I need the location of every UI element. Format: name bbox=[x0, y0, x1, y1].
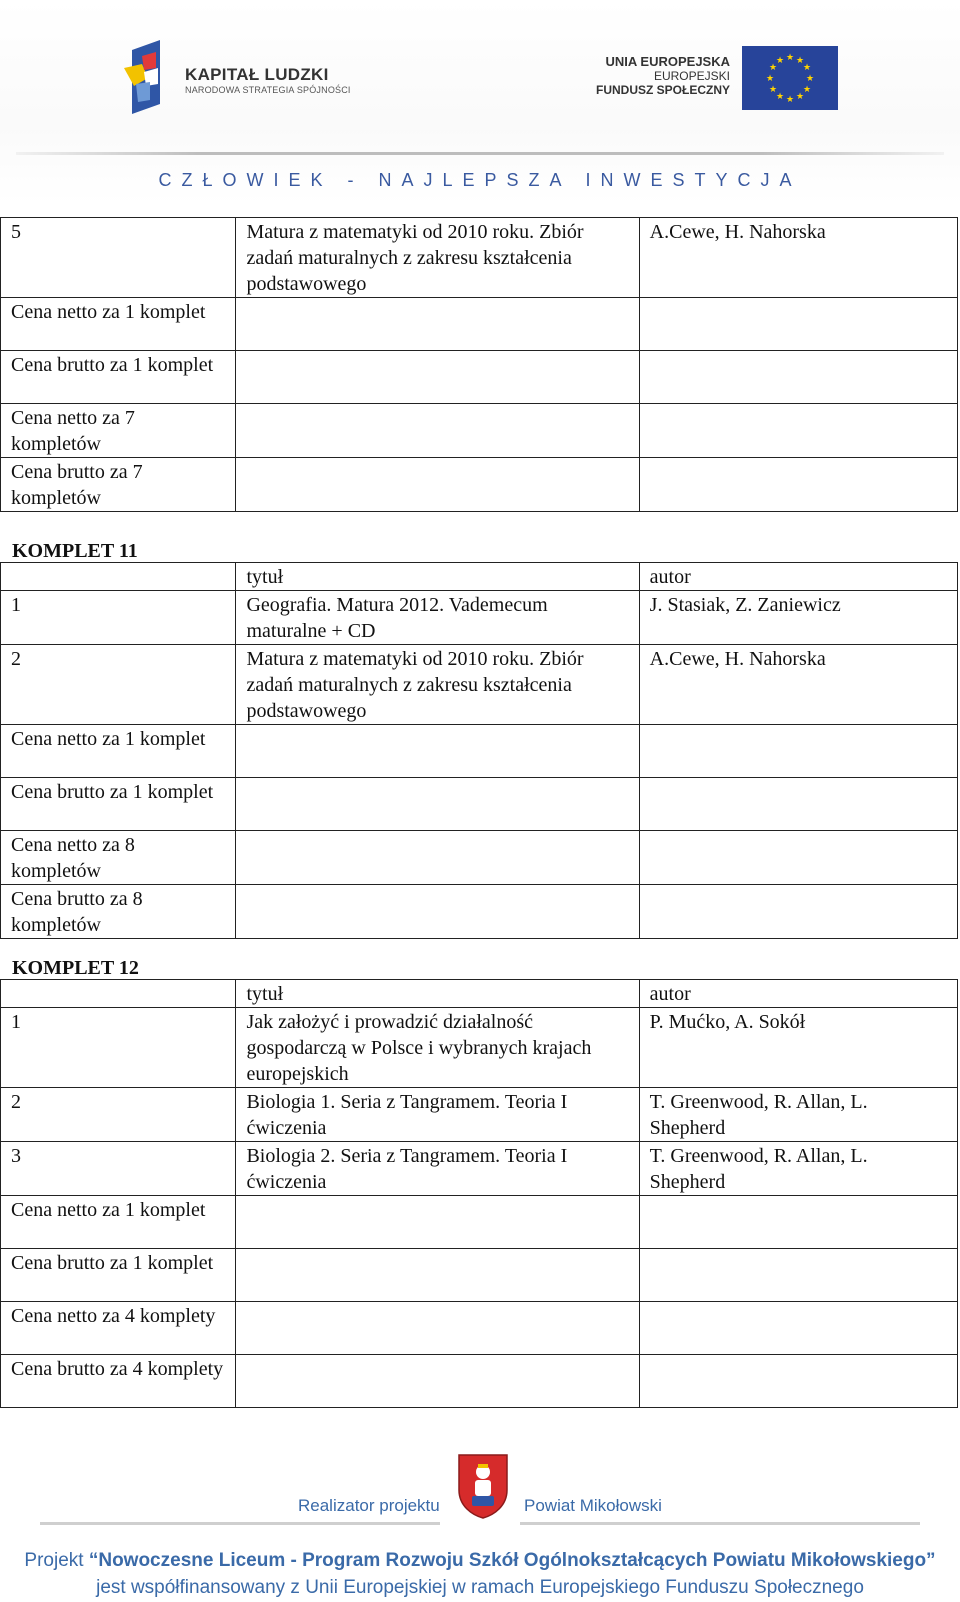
table-row bbox=[1, 885, 958, 939]
powiat-crest-icon bbox=[456, 1452, 510, 1520]
eu-text bbox=[586, 54, 730, 97]
footer-divider-left bbox=[40, 1522, 440, 1525]
price-label: Cena brutto za 7 kompletów bbox=[1, 458, 236, 512]
eu-flag-icon bbox=[742, 46, 838, 110]
price-cell[interactable] bbox=[639, 885, 957, 939]
svg-text:★: ★ bbox=[805, 74, 815, 84]
price-label: Cena brutto za 1 komplet bbox=[1, 778, 236, 831]
price-cell[interactable] bbox=[236, 298, 639, 351]
item-number: 2 bbox=[1, 645, 236, 725]
item-title: Matura z matematyki od 2010 roku. Zbiór zadań maturalnych z zakresu kształcenia podstawowego bbox=[236, 218, 639, 298]
table-row bbox=[1, 1196, 958, 1249]
table-row bbox=[1, 591, 958, 645]
item-number: 1 bbox=[1, 1008, 236, 1088]
item-number: 5 bbox=[1, 218, 236, 298]
item-author: T. Greenwood, R. Allan, L. Shepherd bbox=[639, 1088, 957, 1142]
price-label: Cena brutto za 1 komplet bbox=[1, 1249, 236, 1302]
price-cell[interactable] bbox=[236, 778, 639, 831]
price-cell[interactable] bbox=[236, 1355, 639, 1408]
header-author: autor bbox=[639, 563, 957, 591]
price-cell[interactable] bbox=[236, 1196, 639, 1249]
powiat-label: Powiat Mikołowski bbox=[524, 1496, 662, 1515]
eu-union-label: UNIA EUROPEJSKA bbox=[605, 54, 730, 69]
price-cell[interactable] bbox=[639, 1196, 957, 1249]
page-footer bbox=[0, 1440, 960, 1602]
price-cell[interactable] bbox=[639, 458, 957, 512]
header-divider bbox=[16, 152, 944, 155]
item-title: Biologia 1. Seria z Tangramem. Teoria I ćwiczenia bbox=[236, 1088, 639, 1142]
table-row bbox=[1, 1008, 958, 1088]
header-slogan: CZŁOWIEK - NAJLEPSZA INWESTYCJA bbox=[158, 170, 802, 190]
project-name: “Nowoczesne Liceum - Program Rozwoju Szkół Ogólnokształcących Powiatu Mikołowskiego” bbox=[88, 1550, 936, 1571]
item-title: Biologia 2. Seria z Tangramem. Teoria I ćwiczenia bbox=[236, 1142, 639, 1196]
table-row bbox=[1, 1142, 958, 1196]
realizator-label: Realizator projektu bbox=[298, 1496, 440, 1515]
project-line bbox=[0, 1550, 960, 1572]
table-row bbox=[1, 831, 958, 885]
price-label: Cena brutto za 4 komplety bbox=[1, 1355, 236, 1408]
footer-divider-right bbox=[520, 1522, 920, 1525]
price-label: Cena netto za 1 komplet bbox=[1, 298, 236, 351]
svg-text:★: ★ bbox=[795, 56, 805, 66]
komplet-12-heading: KOMPLET 12 bbox=[12, 957, 139, 979]
table-row bbox=[1, 458, 958, 512]
price-label: Cena netto za 4 komplety bbox=[1, 1302, 236, 1355]
item-number: 1 bbox=[1, 591, 236, 645]
price-cell[interactable] bbox=[639, 1249, 957, 1302]
svg-text:★: ★ bbox=[802, 85, 812, 95]
table-header-row bbox=[1, 980, 958, 1008]
svg-text:★: ★ bbox=[775, 92, 785, 102]
table-row bbox=[1, 645, 958, 725]
price-label: Cena netto za 1 komplet bbox=[1, 725, 236, 778]
header-number bbox=[1, 980, 236, 1008]
price-label: Cena netto za 8 kompletów bbox=[1, 831, 236, 885]
svg-text:★: ★ bbox=[765, 74, 775, 84]
komplet-12-table bbox=[0, 979, 958, 1408]
price-cell[interactable] bbox=[236, 458, 639, 512]
table-row bbox=[1, 218, 958, 298]
eu-fund-label-2: FUNDUSZ SPOŁECZNY bbox=[595, 83, 730, 97]
svg-text:★: ★ bbox=[768, 63, 778, 73]
kapital-ludzki-logo bbox=[120, 38, 180, 116]
item-title: Geografia. Matura 2012. Vademecum maturalne + CD bbox=[236, 591, 639, 645]
price-cell[interactable] bbox=[236, 1249, 639, 1302]
price-cell[interactable] bbox=[639, 725, 957, 778]
table-row bbox=[1, 1088, 958, 1142]
price-cell[interactable] bbox=[639, 351, 957, 404]
komplet-11-table bbox=[0, 562, 958, 939]
eu-fund-label-1: EUROPEJSKI bbox=[653, 69, 730, 83]
price-cell[interactable] bbox=[236, 351, 639, 404]
price-cell[interactable] bbox=[236, 831, 639, 885]
svg-text:★: ★ bbox=[775, 56, 785, 66]
header-title: tytuł bbox=[236, 980, 639, 1008]
table-row bbox=[1, 1249, 958, 1302]
price-cell[interactable] bbox=[236, 885, 639, 939]
item-number: 2 bbox=[1, 1088, 236, 1142]
komplet-10-table bbox=[0, 217, 958, 512]
table-row bbox=[1, 404, 958, 458]
funding-line: jest współfinansowany z Unii Europejskiej w ramach Europejskiego Funduszu Społecznego bbox=[96, 1577, 864, 1598]
header-author: autor bbox=[639, 980, 957, 1008]
komplet-11-heading: KOMPLET 11 bbox=[12, 540, 138, 562]
table-header-row bbox=[1, 563, 958, 591]
item-author: A.Cewe, H. Nahorska bbox=[639, 218, 957, 298]
svg-text:★: ★ bbox=[802, 63, 812, 73]
table-row bbox=[1, 1355, 958, 1408]
price-cell[interactable] bbox=[236, 725, 639, 778]
table-row bbox=[1, 351, 958, 404]
price-cell[interactable] bbox=[639, 778, 957, 831]
item-author: T. Greenwood, R. Allan, L. Shepherd bbox=[639, 1142, 957, 1196]
item-title: Matura z matematyki od 2010 roku. Zbiór zadań maturalnych z zakresu kształcenia podstawowego bbox=[236, 645, 639, 725]
item-title: Jak założyć i prowadzić działalność gospodarczą w Polsce i wybranych krajach europejskich bbox=[236, 1008, 639, 1088]
price-label: Cena brutto za 8 kompletów bbox=[1, 885, 236, 939]
item-author: P. Mućko, A. Sokół bbox=[639, 1008, 957, 1088]
header-title: tytuł bbox=[236, 563, 639, 591]
item-author: J. Stasiak, Z. Zaniewicz bbox=[639, 591, 957, 645]
item-author: A.Cewe, H. Nahorska bbox=[639, 645, 957, 725]
table-row bbox=[1, 725, 958, 778]
price-label: Cena brutto za 1 komplet bbox=[1, 351, 236, 404]
price-cell[interactable] bbox=[639, 298, 957, 351]
price-cell[interactable] bbox=[639, 1302, 957, 1355]
price-cell[interactable] bbox=[639, 831, 957, 885]
price-cell[interactable] bbox=[639, 1355, 957, 1408]
svg-text:★: ★ bbox=[768, 85, 778, 95]
kapital-ludzki-text bbox=[185, 66, 351, 96]
kapital-ludzki-title: KAPITAŁ LUDZKI bbox=[185, 65, 329, 84]
project-prefix: Projekt bbox=[24, 1550, 89, 1571]
price-label: Cena netto za 7 kompletów bbox=[1, 404, 236, 458]
table-row bbox=[1, 778, 958, 831]
table-row bbox=[1, 298, 958, 351]
header-number bbox=[1, 563, 236, 591]
item-number: 3 bbox=[1, 1142, 236, 1196]
svg-text:★: ★ bbox=[785, 95, 795, 105]
price-cell[interactable] bbox=[236, 1302, 639, 1355]
price-cell[interactable] bbox=[236, 404, 639, 458]
svg-text:★: ★ bbox=[795, 92, 805, 102]
price-cell[interactable] bbox=[639, 404, 957, 458]
page-header bbox=[0, 0, 960, 205]
table-row bbox=[1, 1302, 958, 1355]
svg-text:★: ★ bbox=[785, 53, 795, 63]
price-label: Cena netto za 1 komplet bbox=[1, 1196, 236, 1249]
kapital-ludzki-subtitle: NARODOWA STRATEGIA SPÓJNOŚCI bbox=[185, 85, 351, 95]
